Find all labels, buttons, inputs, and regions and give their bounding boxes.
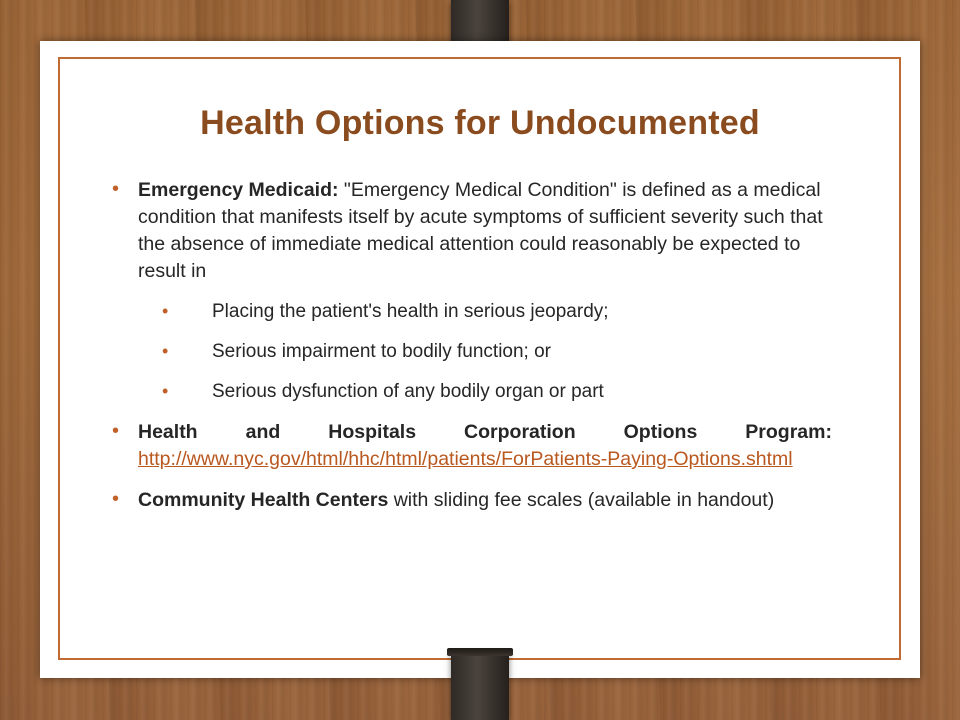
bullet-icon: • bbox=[112, 178, 120, 200]
subitem-serious-jeopardy bbox=[112, 299, 832, 325]
slide-content bbox=[112, 177, 832, 528]
bullet-text: "Emergency Medical Condition" is defined as a medical condition that manifests itself by acute symptoms of sufficient severity such that the absence of immediate medical attention could reasonably be expected to result in bbox=[138, 179, 823, 282]
subitem-bodily-function bbox=[112, 339, 832, 365]
bullet-community-health-centers bbox=[112, 487, 832, 514]
bullet-emergency-medicaid bbox=[112, 177, 832, 285]
subitem-text: Serious dysfunction of any bodily organ or part bbox=[212, 381, 604, 402]
bottom-strap bbox=[451, 652, 509, 720]
subitem-organ-dysfunction bbox=[112, 379, 832, 405]
slide-title: Health Options for Undocumented bbox=[200, 104, 760, 142]
bullet-text: with sliding fee scales (available in handout) bbox=[388, 489, 775, 511]
bullet-icon: • bbox=[162, 301, 169, 321]
bullet-heading: Health and Hospitals Corporation Options Program: bbox=[138, 421, 832, 443]
hhc-options-link[interactable]: http://www.nyc.gov/html/hhc/html/patients/ForPatients-Paying-Options.shtml bbox=[138, 448, 793, 470]
bullet-heading: Emergency Medicaid: bbox=[138, 179, 339, 201]
bullet-hhc-options bbox=[112, 419, 832, 473]
subitem-text: Placing the patient's health in serious jeopardy; bbox=[212, 301, 609, 322]
bullet-heading: Community Health Centers bbox=[138, 489, 389, 511]
bullet-icon: • bbox=[162, 341, 169, 361]
bullet-icon: • bbox=[112, 420, 120, 442]
slide-card bbox=[40, 41, 920, 678]
bullet-icon: • bbox=[112, 488, 120, 510]
bullet-icon: • bbox=[162, 381, 169, 401]
subitem-text: Serious impairment to bodily function; or bbox=[212, 341, 551, 362]
